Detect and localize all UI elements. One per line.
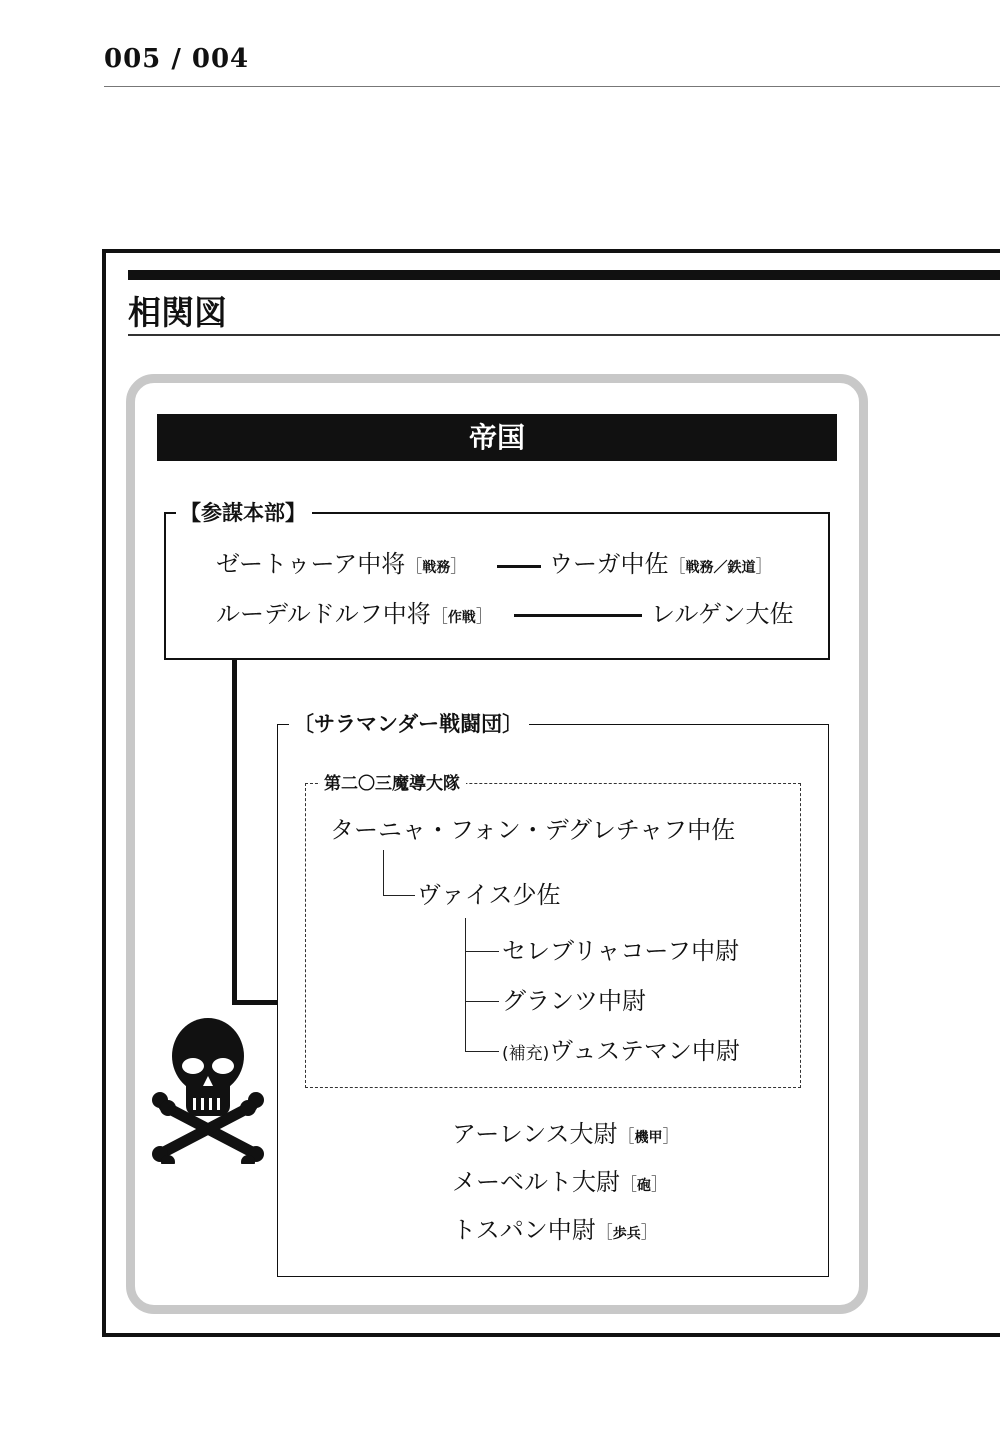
salamander-label: 〔サラマンダー戦闘団〕 [289, 711, 529, 737]
battalion-member: セレブリャコーフ中尉 [502, 937, 740, 965]
hq-row-1-left-name: ゼートゥーア中将 [216, 550, 406, 578]
hq-row-2-left-name: ルーデルドルフ中将 [216, 600, 431, 628]
battalion-member: グランツ中尉 [502, 987, 646, 1015]
officer-name: トスパン中尉 [452, 1216, 596, 1244]
hq-row-1-connector [497, 565, 541, 568]
skull-crossbones-icon [150, 1014, 266, 1164]
page-number: 005 / 004 [104, 44, 250, 74]
hq-row-2-connector [514, 614, 642, 617]
tree-line-member-1 [465, 951, 499, 952]
officer-name: アーレンス大尉 [452, 1120, 618, 1148]
hierarchy-trunk-line [232, 659, 237, 1005]
hq-row-1-left-tag: 戦務 [422, 560, 451, 576]
title-bar [128, 270, 1000, 280]
tree-line-deputy [383, 895, 415, 896]
tree-line-commander [383, 850, 384, 896]
empire-header: 帝国 [157, 414, 837, 461]
officer-tag: 砲 [637, 1178, 651, 1194]
tree-line-member-3 [465, 1051, 499, 1052]
hq-row-2-right-name: レルゲン大佐 [651, 600, 794, 628]
officer-row: トスパン中尉［歩兵］ [452, 1216, 658, 1244]
general-staff-label: 【参謀本部】 [176, 500, 312, 526]
title-divider [128, 334, 1000, 336]
hq-row-1-left: ゼートゥーア中将［戦務］ [216, 550, 468, 578]
hq-row-2-left: ルーデルドルフ中将［作戦］ [216, 600, 493, 628]
page-title: 相関図 [128, 293, 227, 332]
battalion-label: 第二〇三魔導大隊 [320, 772, 466, 796]
officer-row: アーレンス大尉［機甲］ [452, 1120, 680, 1148]
battalion-deputy: ヴァイス少佐 [417, 881, 561, 909]
hq-row-1-right-tag: 戦務／鉄道 [685, 560, 756, 576]
battalion-member [502, 1036, 740, 1069]
header-divider [104, 86, 1000, 87]
hierarchy-branch-line [232, 1000, 278, 1005]
hq-row-1-right-name: ウーガ中佐 [549, 550, 669, 578]
officer-tag: 歩兵 [612, 1226, 641, 1242]
battalion-commander: ターニャ・フォン・デグレチャフ中佐 [330, 816, 736, 844]
officer-tag: 機甲 [634, 1130, 663, 1146]
officer-name: メーベルト大尉 [452, 1168, 620, 1196]
member-prefix: (補充) [502, 1044, 550, 1064]
tree-line-member-2 [465, 1001, 499, 1002]
general-staff-box [164, 512, 830, 660]
officer-row: メーベルト大尉［砲］ [452, 1168, 668, 1196]
hq-row-1-right: ウーガ中佐［戦務／鉄道］ [549, 550, 773, 578]
member-name: ヴュステマン中尉 [549, 1037, 740, 1065]
tree-line-members [465, 918, 466, 1052]
hq-row-2-left-tag: 作戦 [447, 610, 476, 626]
